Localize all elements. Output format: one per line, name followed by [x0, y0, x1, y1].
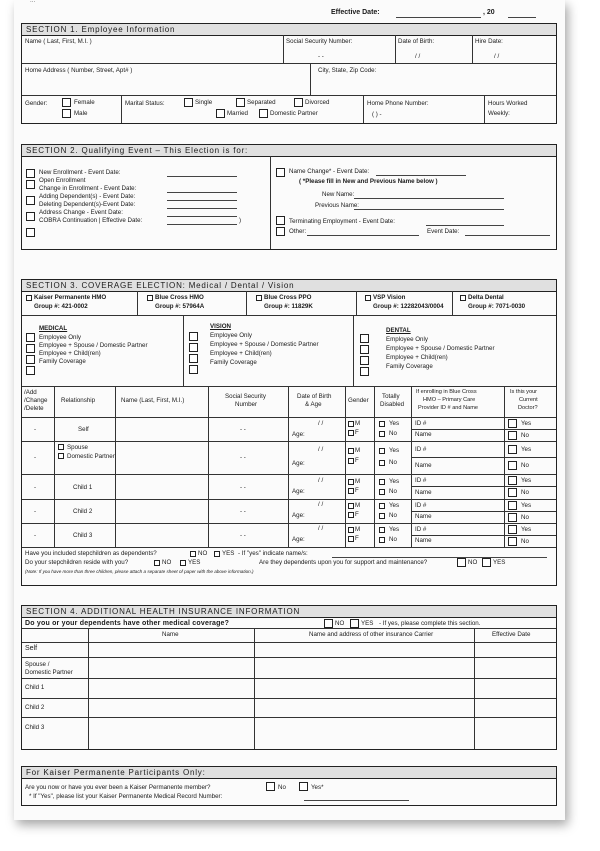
doctor-yes-checkbox[interactable]	[508, 501, 517, 510]
top-scrawl: ...	[30, 0, 36, 4]
plan-kaiser-name: Kaiser Permanente HMO	[34, 294, 107, 301]
disabled-yes-checkbox[interactable]	[379, 527, 385, 533]
gender-m: M	[355, 420, 361, 427]
other-coverage-question: Do you or your dependents have other medical coverage?	[25, 620, 230, 627]
kaiser-section-title: For Kaiser Permanente Participants Only:	[22, 767, 556, 779]
medical-option-3: Employee + Child(ren)	[39, 350, 101, 357]
doctor-yes: Yes	[521, 446, 532, 453]
col-dob-2: & Age	[305, 401, 322, 408]
name-change-date-line[interactable]	[376, 175, 466, 176]
col-doctor-3: Doctor?	[518, 405, 538, 411]
new-name-label: New Name:	[322, 191, 355, 198]
terminating-label: Terminating Employment - Event Date:	[289, 218, 395, 225]
other-event-date-line[interactable]	[465, 235, 550, 236]
row-child-1: Child 1	[25, 684, 45, 691]
female-label: Female	[74, 99, 95, 106]
kaiser-record-note: * If "Yes", please list your Kaiser Permanente Medical Record Number:	[29, 793, 223, 800]
name-change-checkbox[interactable]	[276, 168, 285, 177]
row-child-2: Child 2	[25, 704, 45, 711]
dental-option-1: Employee Only	[386, 336, 428, 343]
age-label: Age:	[292, 460, 305, 467]
please-fill-note: ( *Please fill in New and Previous Name below )	[299, 178, 438, 185]
disabled-no: No	[389, 536, 397, 543]
q3-yes: YES	[493, 559, 506, 566]
event-option-7: COBRA Continuation | Effective Date:	[39, 217, 143, 224]
disabled-yes: Yes	[389, 447, 400, 454]
q3-no: NO	[468, 559, 478, 566]
row-dash: -	[34, 454, 37, 461]
gender-f: F	[355, 457, 359, 464]
gender-m-checkbox[interactable]	[348, 421, 354, 427]
q2-no-checkbox[interactable]	[154, 560, 160, 566]
open-enrollment-checkbox[interactable]	[26, 180, 35, 189]
doctor-no: No	[521, 514, 529, 521]
age-label: Age:	[292, 431, 305, 438]
section-1-title: SECTION 1. Employee Information	[22, 24, 556, 36]
plan-delta-name: Delta Dental	[468, 294, 504, 301]
gender-m-checkbox[interactable]	[348, 479, 354, 485]
enrollment-form-page	[14, 0, 565, 820]
married-checkbox[interactable]	[216, 109, 225, 118]
deleting-date-line[interactable]	[167, 208, 237, 209]
row-domestic: Domestic Partner	[25, 669, 73, 676]
gender-m-checkbox[interactable]	[348, 503, 354, 509]
plan-bluecross-ppo-checkbox[interactable]	[256, 295, 262, 301]
vision-option-2: Employee + Spouse / Domestic Partner	[210, 341, 319, 348]
gender-m: M	[355, 447, 361, 454]
row-spouse: Spouse	[67, 444, 88, 451]
doctor-no: No	[521, 489, 529, 496]
provider-id: ID #	[415, 526, 427, 533]
doctor-yes-checkbox[interactable]	[508, 419, 517, 428]
domestic-partner-row-checkbox[interactable]	[58, 453, 64, 459]
ssn-sep: - -	[240, 532, 246, 539]
address-date-line[interactable]	[167, 216, 237, 217]
phone-separator: ( ) -	[372, 111, 382, 118]
disabled-no-checkbox[interactable]	[379, 460, 385, 466]
row-child-3: Child 3	[73, 532, 93, 539]
effective-date-label: Effective Date:	[331, 9, 380, 16]
other-checkbox[interactable]	[276, 227, 285, 236]
separated-checkbox[interactable]	[236, 98, 245, 107]
gender-m: M	[355, 526, 361, 533]
dental-option-3: Employee + Child(ren)	[386, 354, 448, 361]
disabled-yes-checkbox[interactable]	[379, 421, 385, 427]
ssn-separator: - -	[318, 53, 324, 60]
dental-option-2-checkbox[interactable]	[360, 345, 369, 354]
col-add-2: /Change	[24, 397, 48, 404]
row-domestic: Domestic Partner	[67, 453, 115, 460]
plan-bluecross-hmo-name: Blue Cross HMO	[155, 294, 204, 301]
event-option-1: New Enrollment - Event Date:	[39, 169, 121, 176]
row-dash: -	[34, 532, 37, 539]
disabled-yes-checkbox[interactable]	[379, 503, 385, 509]
plan-kaiser-checkbox[interactable]	[26, 295, 32, 301]
gender-f-checkbox[interactable]	[348, 488, 354, 494]
provider-id: ID #	[415, 446, 427, 453]
event-option-2: Open Enrollment	[39, 177, 86, 184]
doctor-no-checkbox[interactable]	[508, 488, 517, 497]
provider-name: Name	[415, 431, 432, 438]
medical-option-2: Employee + Spouse / Domestic Partner	[39, 342, 148, 349]
plan-vsp-name: VSP Vision	[373, 294, 406, 301]
doctor-yes-checkbox[interactable]	[508, 445, 517, 454]
vision-title: VISION	[210, 323, 231, 330]
plan-bluecross-hmo-checkbox[interactable]	[147, 295, 153, 301]
disabled-no: No	[389, 459, 397, 466]
new-enrollment-date-line[interactable]	[167, 176, 237, 177]
section-2-title: SECTION 2. Qualifying Event – This Election is for:	[22, 145, 556, 157]
doctor-no-checkbox[interactable]	[508, 431, 517, 440]
name-change-label: Name Change* - Event Date:	[289, 168, 370, 175]
spouse-checkbox[interactable]	[58, 444, 64, 450]
col-carrier: Name and address of other insurance Carrier	[309, 631, 434, 638]
provider-id: ID #	[415, 420, 427, 427]
other-coverage-yes-checkbox[interactable]	[350, 619, 359, 628]
col-disabled-2: Disabled	[380, 401, 405, 408]
disabled-no-checkbox[interactable]	[379, 431, 385, 437]
home-phone-label: Home Phone Number:	[367, 100, 429, 107]
gender-f-checkbox[interactable]	[348, 458, 354, 464]
doctor-no: No	[521, 462, 529, 469]
new-name-line[interactable]	[354, 198, 504, 199]
medical-option-2-checkbox[interactable]	[26, 344, 35, 353]
doctor-no: No	[521, 538, 529, 545]
dental-option-1-checkbox[interactable]	[360, 334, 369, 343]
provider-name: Name	[415, 537, 432, 544]
provider-name: Name	[415, 489, 432, 496]
gender-female-checkbox[interactable]	[62, 98, 71, 107]
gender-f: F	[355, 535, 359, 542]
col-doctor-2: Current	[519, 397, 538, 403]
separated-label: Separated	[247, 99, 276, 106]
gender-f-checkbox[interactable]	[348, 512, 354, 518]
dental-option-4-checkbox[interactable]	[360, 367, 369, 376]
provider-id: ID #	[415, 502, 427, 509]
stepchildren-question-2: Do your stepchildren reside with you?	[25, 559, 129, 566]
plan-bluecross-ppo-name: Blue Cross PPO	[264, 294, 312, 301]
doctor-yes-checkbox[interactable]	[508, 525, 517, 534]
plan-vsp-checkbox[interactable]	[365, 295, 371, 301]
col-provider-3: Provider ID # and Name	[418, 405, 479, 411]
terminating-date-line[interactable]	[426, 225, 504, 226]
event-option-6: Address Change - Event Date:	[39, 209, 123, 216]
disabled-no: No	[389, 512, 397, 519]
col-provider-2: HMO – Primary Care	[423, 397, 476, 403]
medical-option-4: Family Coverage	[39, 358, 86, 365]
effective-date-line[interactable]	[396, 17, 481, 18]
age-label: Age:	[292, 536, 305, 543]
disabled-no-checkbox[interactable]	[379, 513, 385, 519]
q2-yes-checkbox[interactable]	[180, 560, 186, 566]
address-cobra-checkbox[interactable]	[26, 228, 35, 237]
vision-option-3: Employee + Child(ren)	[210, 350, 272, 357]
gender-m-checkbox[interactable]	[348, 527, 354, 533]
dob-sep: / /	[318, 477, 324, 484]
medical-title: MEDICAL	[39, 325, 68, 332]
doctor-yes: Yes	[521, 477, 532, 484]
row-dash: -	[34, 484, 37, 491]
change-adding-checkbox[interactable]	[26, 196, 35, 205]
disabled-yes: Yes	[389, 526, 400, 533]
q3-yes-checkbox[interactable]	[482, 558, 491, 567]
q1-yes-checkbox[interactable]	[214, 551, 220, 557]
row-dash: -	[34, 508, 37, 515]
row-spouse: Spouse /	[25, 661, 50, 668]
vision-option-4: Family Coverage	[210, 359, 257, 366]
terminating-checkbox[interactable]	[276, 216, 285, 225]
divorced-checkbox[interactable]	[294, 98, 303, 107]
ssn-label: Social Security Number:	[286, 38, 353, 45]
disabled-yes: Yes	[389, 420, 400, 427]
city-label: City, State, Zip Code:	[318, 67, 377, 74]
doctor-yes: Yes	[521, 502, 532, 509]
gender-f: F	[355, 429, 359, 436]
effective-year-prefix: , 20	[483, 9, 495, 16]
change-date-line[interactable]	[167, 192, 237, 193]
vision-option-2-checkbox[interactable]	[189, 343, 198, 352]
gender-label: Gender:	[25, 100, 48, 107]
domestic-partner-checkbox[interactable]	[259, 109, 268, 118]
other-coverage-yes: YES	[361, 620, 374, 627]
col-dob-1: Date of Birth	[297, 393, 332, 400]
col-gender: Gender	[348, 397, 369, 404]
hours-worked-label: Hours Worked	[488, 100, 528, 107]
vision-option-1: Employee Only	[210, 332, 252, 339]
dob-sep: / /	[318, 446, 324, 453]
event-option-3: Change in Enrollment - Event Date:	[39, 185, 137, 192]
row-self: Self	[78, 426, 89, 433]
kaiser-record-line[interactable]	[304, 800, 409, 801]
doctor-yes-checkbox[interactable]	[508, 476, 517, 485]
age-label: Age:	[292, 512, 305, 519]
kaiser-no: No	[278, 784, 286, 791]
dental-title: DENTAL	[386, 327, 411, 334]
row-self: Self	[25, 645, 38, 652]
plan-vsp-group: Group #: 12282043/0004	[373, 303, 444, 310]
vision-option-3-checkbox[interactable]	[189, 354, 198, 363]
medical-option-1: Employee Only	[39, 334, 81, 341]
disabled-no-checkbox[interactable]	[379, 537, 385, 543]
col-effective-date: Effective Date	[492, 631, 531, 638]
stepchildren-question-3: Are they dependents upon you for support and maintenance?	[259, 559, 428, 566]
disabled-no: No	[389, 488, 397, 495]
plan-bluecross-hmo-group: Group #: 57964A	[155, 303, 205, 310]
dob-sep: / /	[318, 420, 324, 427]
row-child-2: Child 2	[73, 508, 93, 515]
col-name: Name (Last, First, M.I.)	[121, 397, 185, 404]
other-coverage-no-checkbox[interactable]	[324, 619, 333, 628]
disabled-yes: Yes	[389, 502, 400, 509]
adding-date-line[interactable]	[167, 200, 237, 201]
col-disabled-1: Totally	[382, 393, 400, 400]
hire-date-separator: / /	[494, 53, 500, 60]
disabled-yes-checkbox[interactable]	[379, 448, 385, 454]
kaiser-member-question: Are you now or have you ever been a Kaiser Permanente member?	[25, 784, 211, 791]
other-label: Other:	[289, 228, 307, 235]
disabled-no: No	[389, 430, 397, 437]
doctor-no-checkbox[interactable]	[508, 513, 517, 522]
dob-label: Date of Birth:	[398, 38, 435, 45]
plan-kaiser-group: Group #: 421-0002	[34, 303, 88, 310]
ssn-sep: - -	[240, 426, 246, 433]
dental-option-4: Family Coverage	[386, 363, 433, 370]
doctor-yes: Yes	[521, 420, 532, 427]
q2-no: NO	[162, 559, 172, 566]
married-label: Married	[227, 110, 248, 117]
q3-no-checkbox[interactable]	[457, 558, 466, 567]
previous-name-line[interactable]	[354, 209, 504, 210]
section-1	[21, 23, 557, 124]
ssn-sep: - -	[240, 484, 246, 491]
col-ssn-2: Number	[235, 401, 258, 408]
other-coverage-tail: - If yes, please complete this section.	[379, 620, 481, 627]
male-label: Male	[74, 110, 88, 117]
ssn-sep: - -	[240, 454, 246, 461]
age-label: Age:	[292, 488, 305, 495]
q2-yes: YES	[188, 559, 201, 566]
deleting-dependents-checkbox[interactable]	[26, 212, 35, 221]
plan-delta-group: Group #: 7071-0030	[468, 303, 526, 310]
row-child-1: Child 1	[73, 484, 93, 491]
dental-option-3-checkbox[interactable]	[360, 356, 369, 365]
kaiser-no-checkbox[interactable]	[266, 782, 275, 791]
kaiser-yes-checkbox[interactable]	[299, 782, 308, 791]
row-child-3: Child 3	[25, 724, 45, 731]
stepchildren-note: (Note: If you have more than three children, please attach a separate sheet of paper with the above information.)	[25, 569, 254, 574]
section-4	[21, 605, 557, 750]
stepchildren-question-1: Have you included stepchildren as dependents?	[25, 550, 157, 557]
single-label: Single	[195, 99, 213, 106]
dental-option-2: Employee + Spouse / Domestic Partner	[386, 345, 495, 352]
gender-f-checkbox[interactable]	[348, 430, 354, 436]
doctor-no-checkbox[interactable]	[508, 537, 517, 546]
q1-no: NO	[198, 550, 208, 557]
q1-names: - If "yes" indicate name/s:	[238, 550, 308, 557]
hire-date-label: Hire Date:	[475, 38, 503, 45]
provider-name: Name	[415, 513, 432, 520]
event-option-4: Adding Dependent(s) - Event Date:	[39, 193, 136, 200]
col-provider-1: If enrolling in Blue Cross	[416, 389, 477, 395]
other-line[interactable]	[307, 235, 419, 236]
domestic-partner-label: Domestic Partner	[270, 110, 318, 117]
plan-delta-checkbox[interactable]	[460, 295, 466, 301]
employee-name-label: Name ( Last, First, M.I. )	[25, 38, 92, 45]
col-relationship: Relationship	[61, 397, 96, 404]
event-option-5: Deleting Dependent(s)-Event Date:	[39, 201, 136, 208]
gender-m-checkbox[interactable]	[348, 448, 354, 454]
gender-m: M	[355, 502, 361, 509]
cobra-close-paren: )	[239, 217, 242, 224]
section-3-title: SECTION 3. COVERAGE ELECTION: Medical / Dental / Vision	[22, 280, 556, 292]
new-enrollment-checkbox[interactable]	[26, 169, 35, 178]
provider-name: Name	[415, 462, 432, 469]
medical-option-3-checkbox[interactable]	[26, 355, 35, 364]
vision-option-4-checkbox[interactable]	[189, 365, 198, 374]
plan-bluecross-ppo-group: Group #: 11829K	[264, 303, 313, 310]
gender-f: F	[355, 511, 359, 518]
col-add-3: /Delete	[24, 405, 44, 412]
doctor-no: No	[521, 432, 529, 439]
other-event-date-label: Event Date:	[427, 228, 460, 235]
doctor-yes: Yes	[521, 526, 532, 533]
q1-no-checkbox[interactable]	[190, 551, 196, 557]
gender-male-checkbox[interactable]	[62, 109, 71, 118]
gender-m: M	[355, 478, 361, 485]
section-3	[21, 279, 557, 586]
doctor-no-checkbox[interactable]	[508, 461, 517, 470]
marital-status-label: Marital Status:	[125, 100, 165, 107]
section-2	[21, 144, 557, 250]
single-checkbox[interactable]	[184, 98, 193, 107]
gender-f: F	[355, 487, 359, 494]
divorced-label: Divorced	[305, 99, 330, 106]
dob-sep: / /	[318, 525, 324, 532]
other-coverage-no: NO	[335, 620, 345, 627]
medical-option-1-checkbox[interactable]	[26, 333, 35, 342]
disabled-yes: Yes	[389, 478, 400, 485]
col-ssn-1: Social Security	[225, 393, 266, 400]
q1-names-line[interactable]	[332, 557, 547, 558]
col-doctor-1: Is this your	[510, 389, 538, 395]
dob-separator: / /	[415, 53, 421, 60]
home-address-label: Home Address ( Number, Street, Apt# )	[25, 67, 133, 74]
dob-sep: / /	[318, 501, 324, 508]
row-dash: -	[34, 426, 37, 433]
disabled-no-checkbox[interactable]	[379, 489, 385, 495]
cobra-date-line[interactable]	[167, 224, 237, 225]
weekly-label: Weekly:	[488, 110, 510, 117]
gender-f-checkbox[interactable]	[348, 536, 354, 542]
disabled-yes-checkbox[interactable]	[379, 479, 385, 485]
ssn-sep: - -	[240, 508, 246, 515]
vision-option-1-checkbox[interactable]	[189, 332, 198, 341]
kaiser-yes: Yes*	[311, 784, 324, 791]
col-add-1: /Add	[24, 389, 37, 396]
effective-year-line[interactable]	[508, 17, 536, 18]
section-4-title: SECTION 4. ADDITIONAL HEALTH INSURANCE INFORMATION	[22, 606, 556, 618]
kaiser-section	[21, 766, 557, 806]
q1-yes: YES	[222, 550, 235, 557]
provider-id: ID #	[415, 477, 427, 484]
col-other-name: Name	[162, 631, 179, 638]
medical-option-4-checkbox[interactable]	[26, 366, 35, 375]
previous-name-label: Previous Name:	[315, 202, 360, 209]
